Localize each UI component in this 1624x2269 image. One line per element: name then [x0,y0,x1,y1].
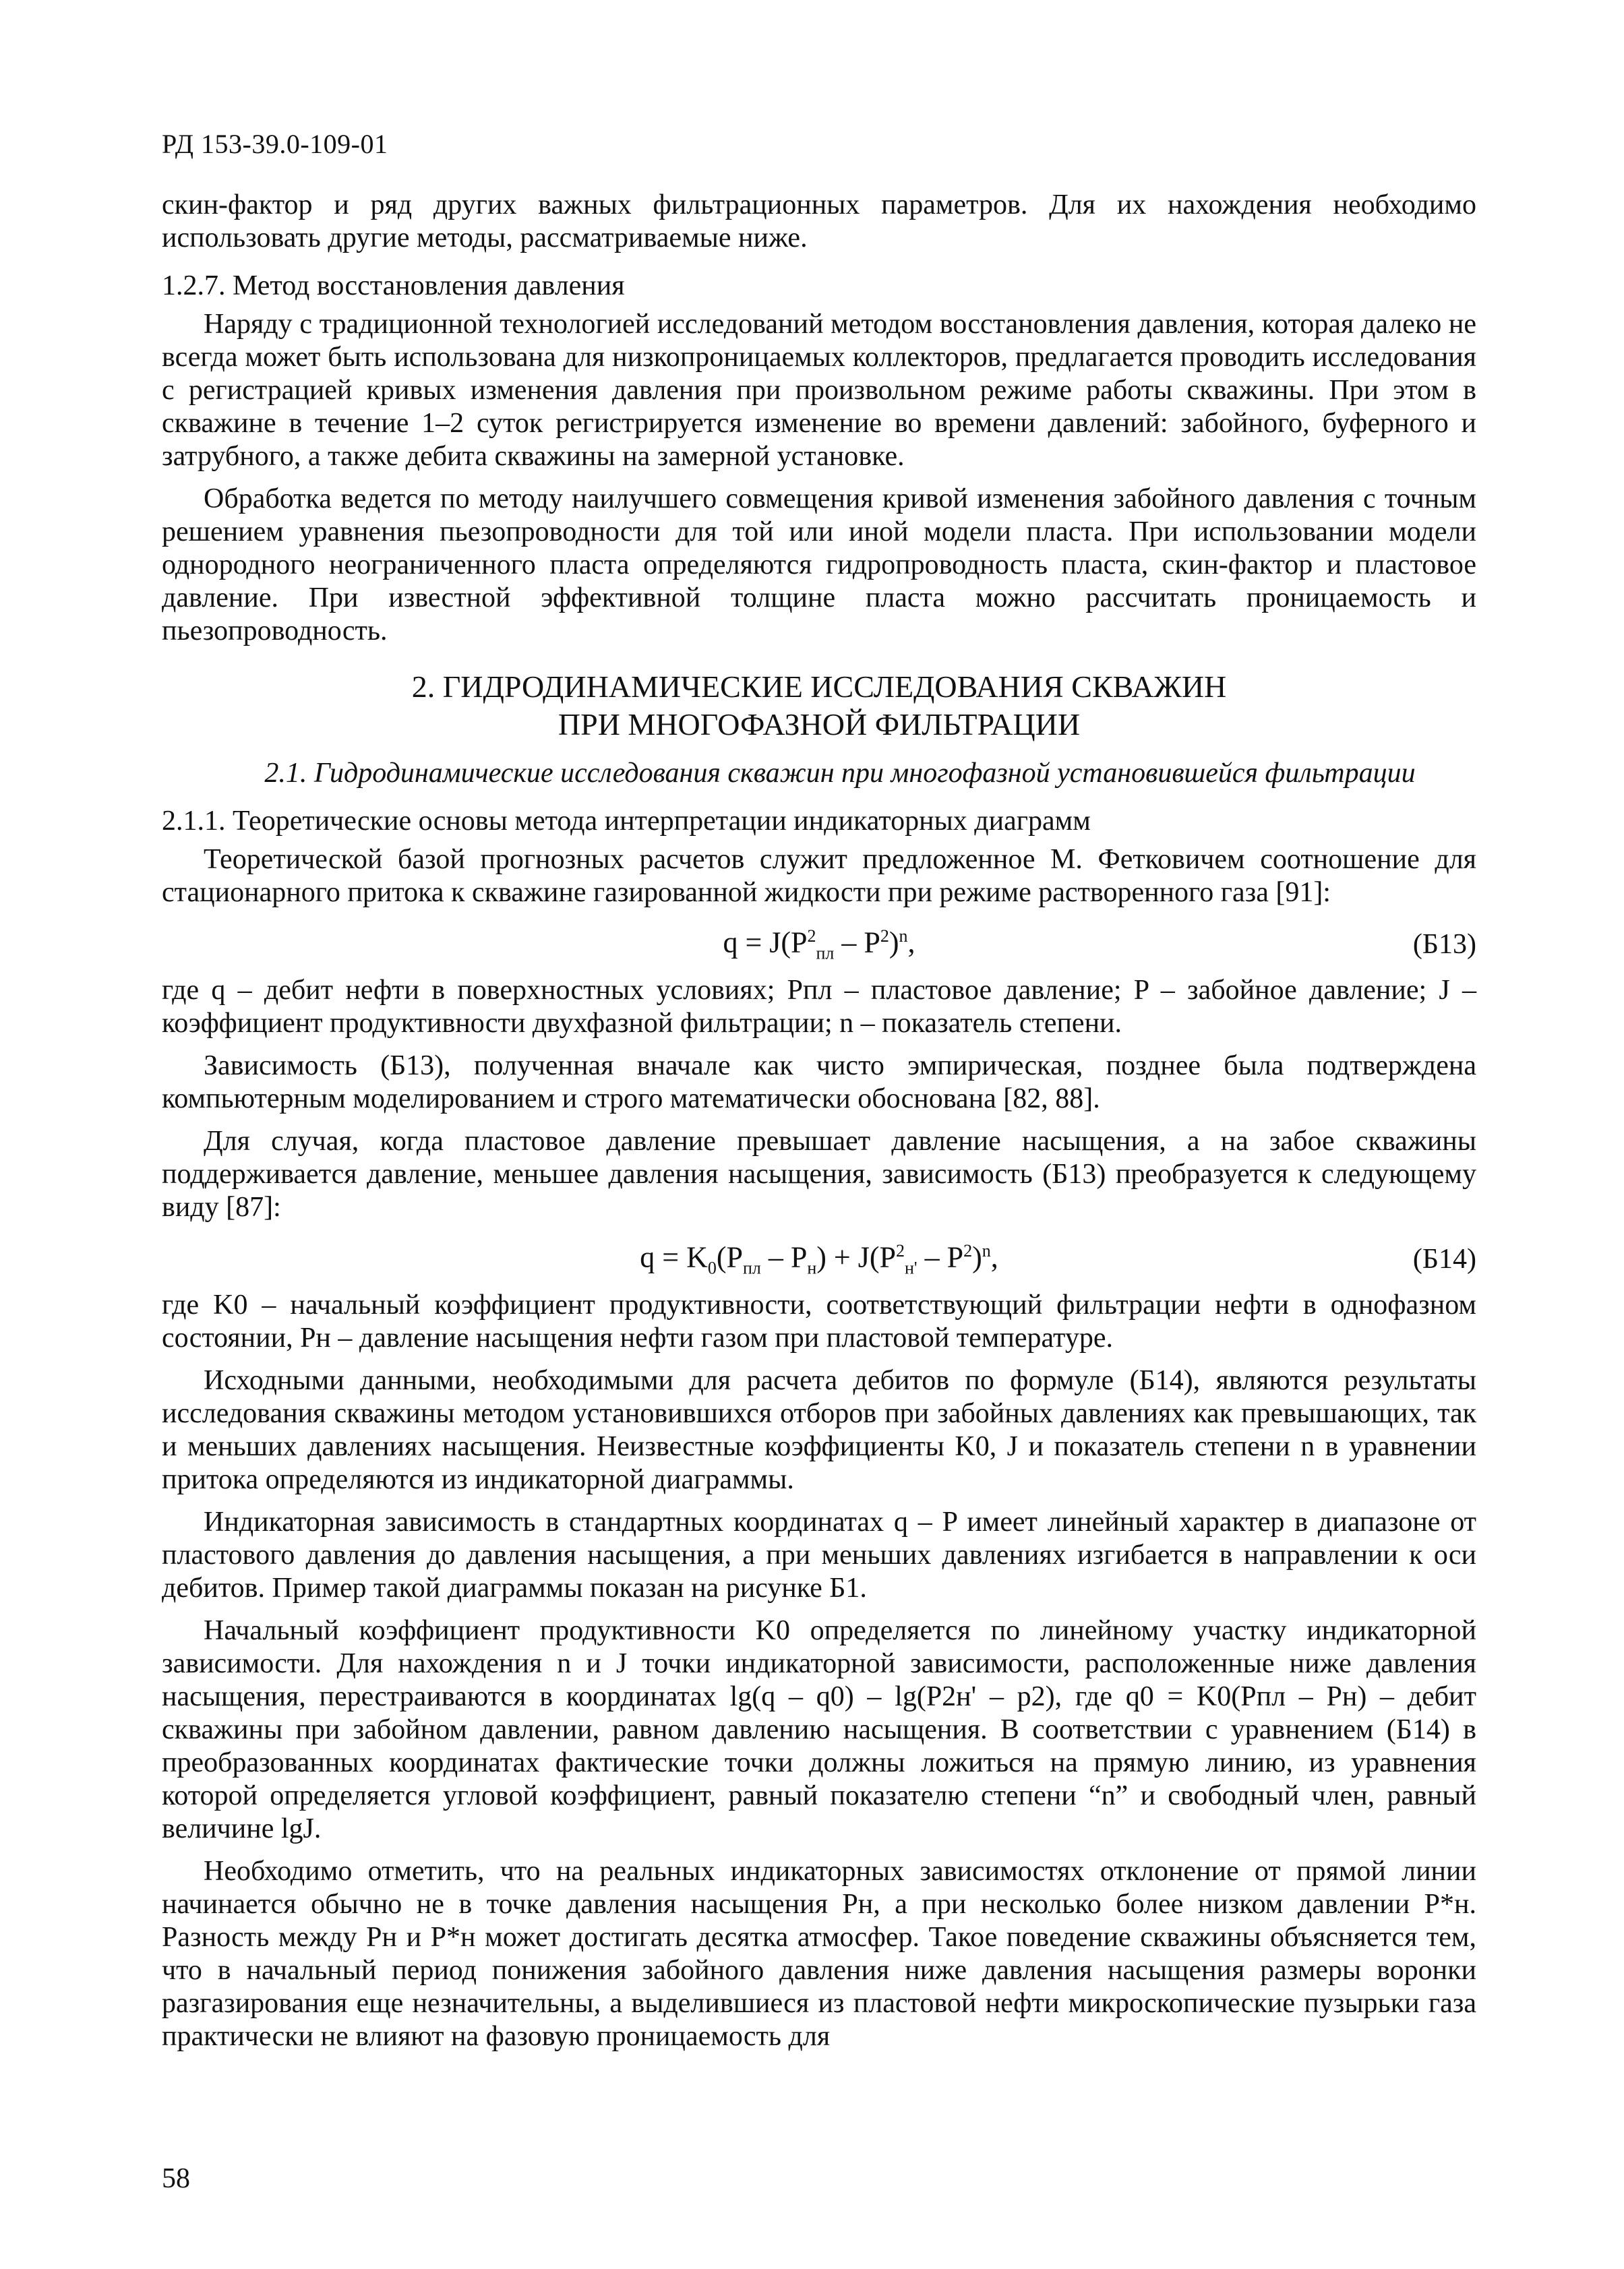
paragraph-2-1-1-g: Индикаторная зависимость в стандартных координатах q – P имеет линейный характер в диапазоне от пластового давления до давления насыщения, а при меньших давлениях изгибается в направлении к оси дебитов. Пример такой диаграммы показан на рисунке Б1. [162,1507,1476,1604]
equation-b13 [162,919,1476,970]
eq-symbol: – P [834,926,880,959]
equation-b14 [162,1234,1476,1285]
eq-subscript: пл [816,943,835,963]
subheading-1-2-7: 1.2.7. Метод восстановления давления [162,270,625,301]
eq-symbol: ) + J(P [816,1240,896,1274]
eq-superscript: n [982,1240,991,1261]
eq-symbol: , [990,1240,998,1274]
eq-symbol: J(P [769,926,808,959]
eq-symbol: ) [972,1240,982,1274]
paragraph-1-2-7-b: Обработка ведется по методу наилучшего совмещения кривой изменения забойного давления с точным решением уравнения пьезопроводности для той или иной модели пласта. При использовании модели однородного неограниченного пласта определяются гидропроводность пласта, скин-фактор и пластовое давление. При известной эффективной толщине пласта можно рассчитать проницаемость и пьезопроводность. [162,483,1476,646]
paragraph-2-1-1-d: Для случая, когда пластовое давление превышает давление насыщения, а на забое скважины поддерживается давление, меньшее давления насыщения, зависимость (Б13) преобразуется к следующему виду [87]: [162,1126,1476,1223]
document-code-header: РД 153-39.0-109-01 [162,129,388,159]
eq-symbol: q [723,926,738,959]
paragraph-2-1-1-a: Теоретической базой прогнозных расчетов служит предложенное М. Фетковичем соотношение для стационарного притока к скважине газированной жидкости при режиме растворенного газа [91]: [162,844,1476,908]
body-text [162,189,1476,2063]
eq-superscript: 2 [807,926,816,946]
eq-symbol: – P [917,1240,964,1274]
eq-symbol: – P [760,1240,808,1274]
eq-symbol: = [745,926,762,959]
paragraph-2-1-1-i: Необходимо отметить, что на реальных индикаторных зависимостях отклонение от прямой линии начинается обычно не в точке давления насыщения Pн, а при несколько более низком давлении P*н. Разность между Pн и P*н может достигать десятка атмосфер. Такое поведение скважины объясняется тем, что в начальный период понижения забойного давления ниже давления насыщения размеры воронки разгазирования еще незначительны, а выделившиеся из пластовой нефти микроскопические пузырьки газа практически не влияют на фазовую проницаемость для [162,1856,1476,2052]
eq-superscript: n [899,926,908,946]
eq-symbol: (P [716,1240,743,1274]
paragraph-2-1-1-c: Зависимость (Б13), полученная вначале как чисто эмпирическая, позднее была подтверждена компьютерным моделированием и строго математически обоснована [82, 88]. [162,1050,1476,1114]
subheading-2-1-1: 2.1.1. Теоретические основы метода интерпретации индикаторных диаграмм [162,806,1091,837]
paragraph-2-1-1-h: Начальный коэффициент продуктивности K0 определяется по линейному участку индикаторной зависимости. Для нахождения n и J точки индикаторной зависимости, расположенные ниже давления насыщения, перестраиваются в координатах lg(q – q0) – lg(P2н' – p2), где q0 = K0(Pпл – Pн) – дебит скважины при забойном давлении, равном давлению насыщения. В соответствии с уравнением (Б14) в преобразованных координатах фактические точки должны ложиться на прямую линию, из уравнения которой определяется угловой коэффициент, равный показателю степени “n” и свободный член, равный величине lgJ. [162,1615,1476,1844]
eq-subscript: 0 [707,1258,717,1278]
section-title [162,668,1476,744]
paragraph-1-2-7-a: Наряду с традиционной технологией исследований методом восстановления давления, которая далеко не всегда может быть использована для низкопроницаемых коллекторов, предлагается проводить исследования с регистрацией кривых изменения давления при произвольном режиме работы скважины. При этом в скважине в течение 1–2 суток регистрируется изменение во времени давлений: забойного, буферного и затрубного, а также дебита скважины на замерной установке. [162,309,1476,472]
page-number: 58 [162,2163,190,2194]
section-title-line1: 2. ГИДРОДИНАМИЧЕСКИЕ ИССЛЕДОВАНИЯ СКВАЖИН [411,669,1227,704]
eq-symbol: , [907,926,915,959]
eq-subscript: н [807,1258,817,1278]
subsection-title: 2.1. Гидродинамические исследования скважин при многофазной установившейся фильтрации [264,758,1416,789]
paragraph-2-1-1-f: Исходными данными, необходимыми для расчета дебитов по формуле (Б14), являются результаты исследования скважины методом установившихся отборов при забойных давлениях как превышающих, так и меньших давлениях насыщения. Неизвестные коэффициенты K0, J и показатель степени n в уравнении притока определяются из индикаторной диаграммы. [162,1365,1476,1495]
intro-paragraph: скин-фактор и ряд других важных фильтрационных параметров. Для их нахождения необходимо использовать другие методы, рассматриваемые ниже. [162,189,1476,253]
eq-subscript: пл [742,1258,761,1278]
eq-superscript: 2 [880,926,889,946]
eq-superscript: 2 [895,1240,905,1261]
eq-symbol: q = K [640,1240,708,1274]
section-title-line2: ПРИ МНОГОФАЗНОЙ ФИЛЬТРАЦИИ [558,707,1081,742]
paragraph-2-1-1-b: где q – дебит нефти в поверхностных условиях; Pпл – пластовое давление; P – забойное давление; J – коэффициент продуктивности двухфазной фильтрации; n – показатель степени. [162,975,1476,1039]
equation-number-b14: (Б14) [1412,1244,1476,1275]
eq-subscript: н' [904,1258,918,1278]
equation-b14-body [640,1234,998,1284]
eq-superscript: 2 [963,1240,973,1261]
equation-b13-body [723,919,915,969]
paragraph-2-1-1-e: где K0 – начальный коэффициент продуктивности, соответствующий фильтрации нефти в однофазном состоянии, Pн – давление насыщения нефти газом при пластовой температуре. [162,1290,1476,1354]
equation-number-b13: (Б13) [1412,929,1476,960]
eq-symbol: ) [889,926,899,959]
